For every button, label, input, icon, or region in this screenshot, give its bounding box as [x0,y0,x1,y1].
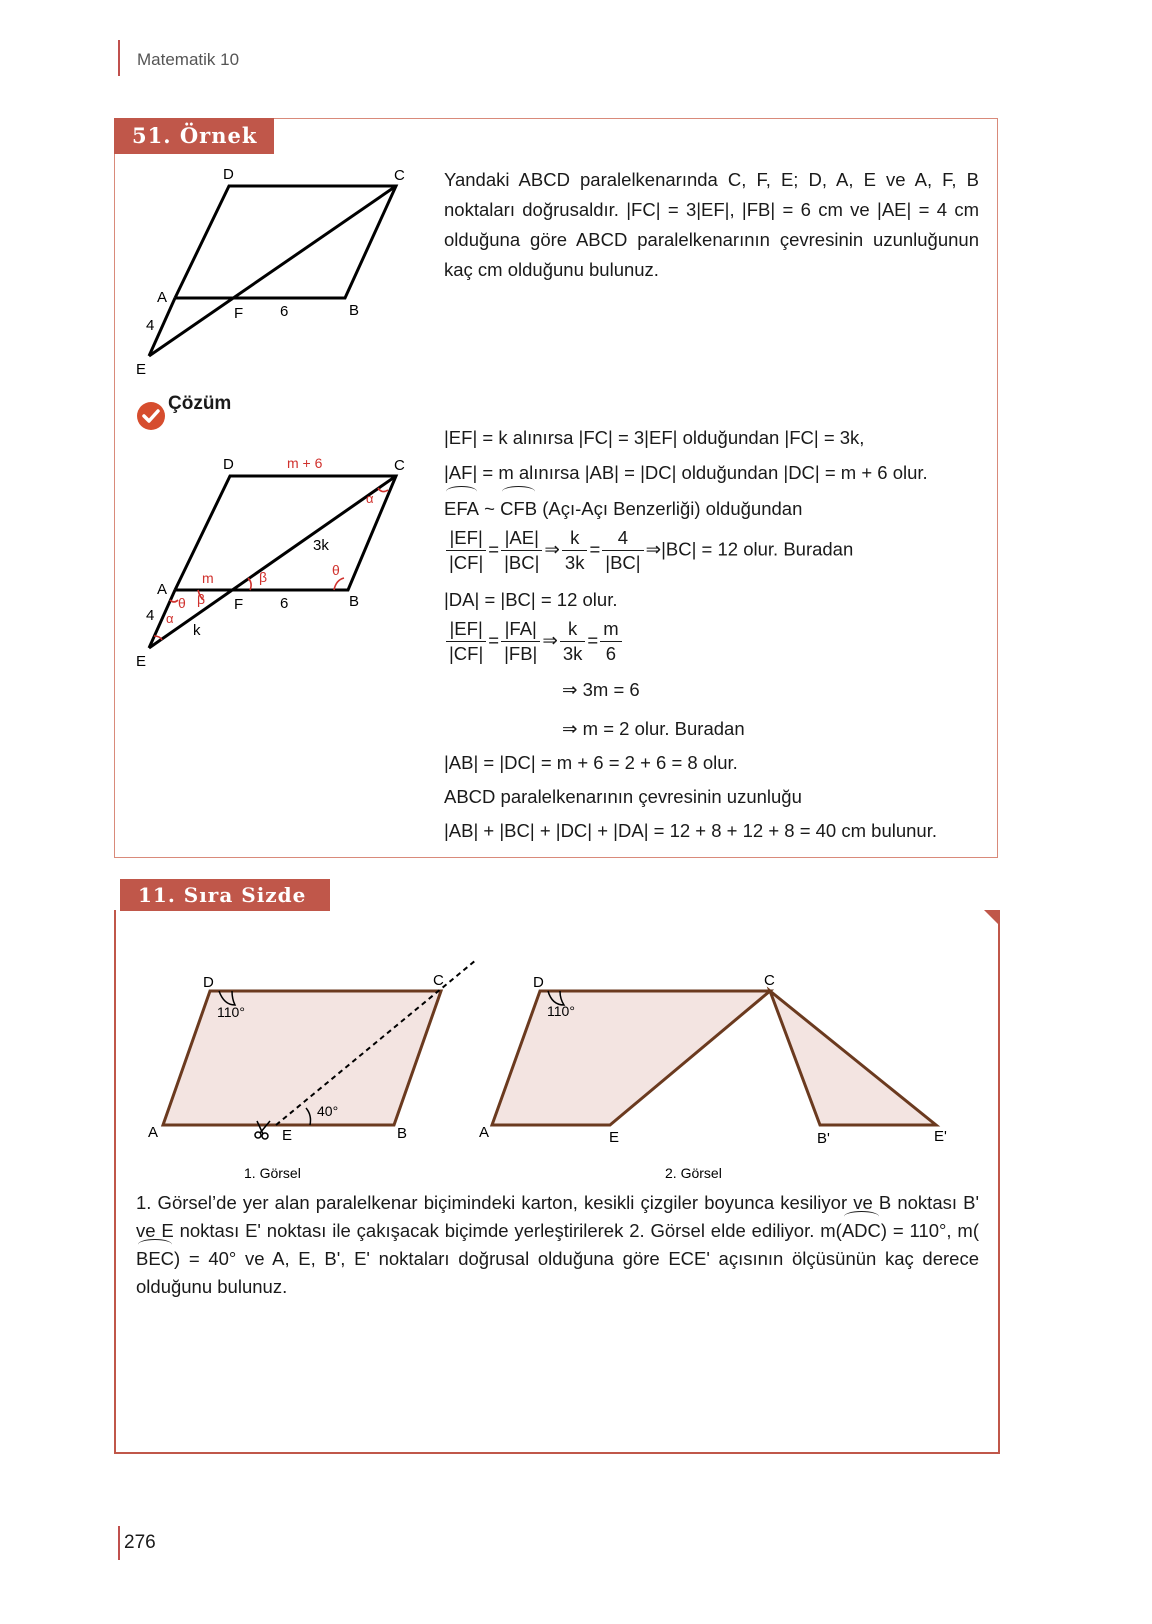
fig1-label-c: C [433,972,444,989]
label-ae: 4 [146,607,155,624]
fraction-k-3k-2: $\frac{k}{3k}$ [560,617,586,666]
angle-bec: BEC [136,1245,174,1273]
fig2-label-e: E [609,1129,620,1146]
label-ef: k [193,622,201,639]
solution-line-5: |DA| = |BC| = 12 olur. [444,589,618,610]
fig1-label-a: A [148,1124,159,1141]
label-b: B [349,593,360,610]
example-tag: 51. Örnek [114,118,274,154]
solution-line-8: ⇒ m = 2 olur. Buradan [562,718,745,739]
ratio-line-1: $\frac{|EF|}{|CF|}$ = $\frac{|AE|}{|BC|}$ ⇒ $\frac{k}{3k}$ = $\frac{4}{|BC|}$ ⇒|BC| = 12 olur. Buradan [444,526,853,575]
angle-efa: EFA [444,492,479,526]
solution-line-11: |AB| + |BC| + |DC| + |DA| = 12 + 8 + 12 + 8 = 40 cm bulunur. [444,820,937,841]
label-e: E [136,361,147,378]
solution-line-1: |EF| = k alınırsa |FC| = 3|EF| olduğundan |FC| = 3k, [444,427,865,448]
angle-adc: ADC [842,1217,881,1245]
beta-f-bottom: β [197,591,206,607]
measure-adc-prefix: m( [820,1220,842,1241]
label-fc: 3k [313,537,329,554]
fig2-label-b-prime: B' [817,1130,830,1147]
beta-f-top: β [259,569,268,585]
alpha-c: α [366,491,374,506]
example-figure-1 [120,160,420,385]
label-fb: 6 [280,303,289,320]
label-fb: 6 [280,595,289,612]
solution-line-10: ABCD paralelkenarının çevresinin uzunluğu [444,786,802,807]
fraction-ef-cf-2: $\frac{|EF|}{|CF|}$ [446,617,486,666]
fraction-k-3k: $\frac{k}{3k}$ [562,526,588,575]
label-dc: m + 6 [287,455,323,471]
fig1-caption: 1. Görsel [244,1165,301,1181]
fig2-caption: 2. Görsel [665,1165,722,1181]
label-ae: 4 [146,317,155,334]
fraction-ae-bc: $\frac{|AE|}{|BC|}$ [501,526,542,575]
label-a: A [157,289,168,306]
label-c: C [394,457,405,474]
fig2-label-d: D [533,974,544,991]
fig1-label-e: E [282,1127,293,1144]
exercise-question: ) = 40° ve A, E, B', E' noktaları doğrusal olduğuna göre ECE' açısının ölçüsünün kaç derece olduğunu bulunuz. [136,1248,979,1297]
book-title: Matematik 10 [137,50,240,69]
fig2-angle-d: 110° [547,1003,575,1019]
footer-accent-bar [118,1526,120,1560]
exercise-corner [984,910,998,924]
similar-sign: ~ [478,498,501,519]
label-f: F [234,596,244,613]
fraction-fa-fb: $\frac{|FA|}{|FB|}$ [501,617,540,666]
label-e: E [136,653,147,670]
solution-line-9: |AB| = |DC| = m + 6 = 2 + 6 = 8 olur. [444,752,738,773]
fig2-label-e-prime: E' [934,1128,947,1145]
label-a: A [157,581,168,598]
fig1-label-d: D [203,974,214,991]
similarity-reason: (Açı-Açı Benzerliği) olduğundan [537,498,803,519]
fig2-label-a: A [479,1124,490,1141]
label-af: m [202,570,214,586]
header-accent-bar [118,40,120,76]
bc-result: ⇒|BC| = 12 olur. Buradan [645,538,854,560]
fraction-m-6: $\frac{m}{6}$ [600,617,621,666]
exercise-tag: 11. Sıra Sizde [120,879,330,911]
label-b: B [349,302,360,319]
alpha-e: α [166,611,174,626]
fig1-angle-d: 110° [217,1004,245,1020]
fraction-4-bc: $\frac{4}{|BC|}$ [602,526,643,575]
fraction-ef-cf: $\frac{|EF|}{|CF|}$ [446,526,486,575]
ratio-line-2: $\frac{|EF|}{|CF|}$ = $\frac{|FA|}{|FB|}$ ⇒ $\frac{k}{3k}$ = $\frac{m}{6}$ [444,617,624,666]
solution-line-2: |AF| = m alınırsa |AB| = |DC| olduğundan |DC| = m + 6 olur. [444,462,928,483]
label-f: F [234,305,244,322]
check-icon [137,402,165,430]
solution-title: Çözüm [168,393,232,414]
exercise-text [136,1189,979,1301]
label-c: C [394,167,405,184]
exercise-figures [140,955,980,1185]
label-d: D [223,166,234,183]
fig1-angle-e: 40° [317,1103,339,1119]
page-number: 276 [124,1532,156,1553]
measure-adc-value: ) = 110°, m( [880,1220,979,1241]
solution-figure [120,450,420,675]
fig2-label-c: C [764,972,775,989]
label-d: D [223,456,234,473]
theta-b: θ [332,562,340,578]
solution-line-3 [444,492,802,526]
angle-cfb: CFB [500,492,537,526]
solution-line-7: ⇒ 3m = 6 [562,679,640,700]
example-problem: Yandaki ABCD paralelkenarında C, F, E; D, A, E ve A, F, B noktaları doğrusaldır. |FC| = 3|EF|, |FB| = 6 cm ve |AE| = 4 cm olduğuna göre ABCD paralelkenarının çevresinin uzunluğunun kaç cm olduğunu bulunuz. [444,169,979,280]
theta-a: θ [178,595,186,611]
exercise-text-part1: 1. Görsel’de yer alan paralelkenar biçimindeki karton, kesikli çizgiler boyunca kesiliyor ve B noktası B' ve E noktası E' noktası ile çakışacak biçimde yerleştirilerek 2. Görsel elde ediliyor. [136,1192,979,1241]
fig1-label-b: B [397,1125,408,1142]
